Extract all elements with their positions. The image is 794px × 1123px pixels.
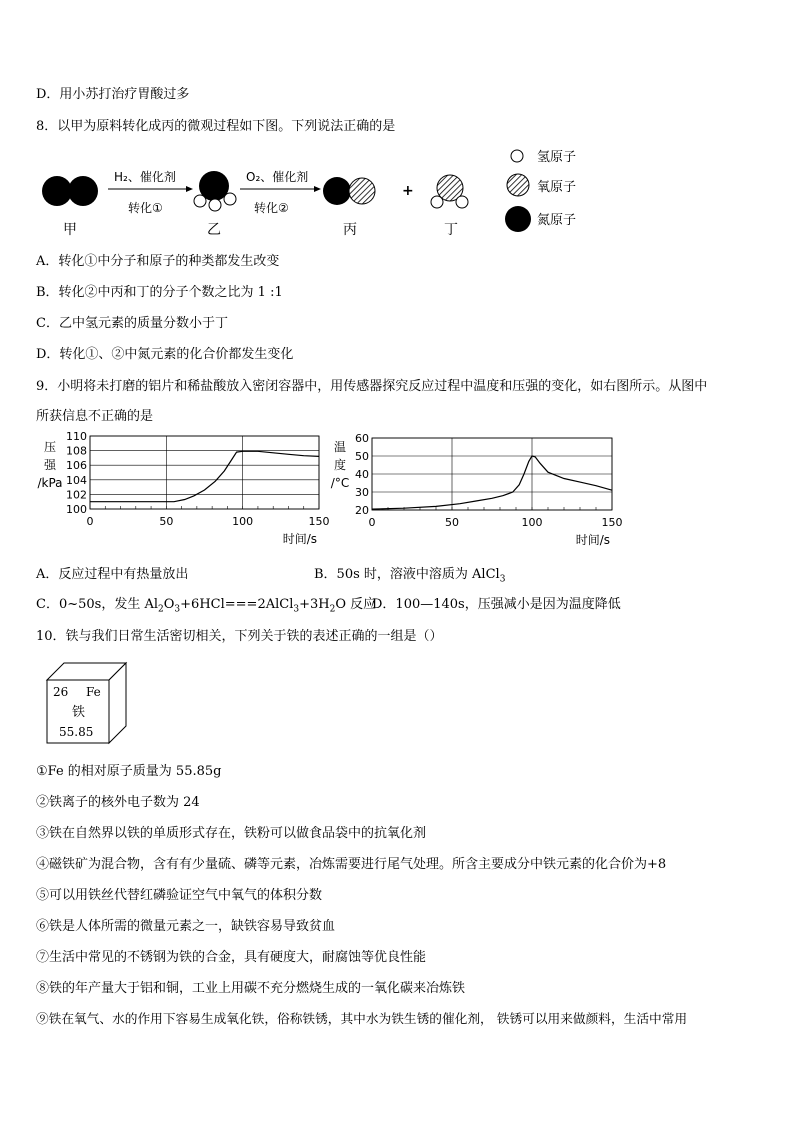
temperature-ytick-label: 50 bbox=[355, 450, 369, 463]
q10-statement-4: ④磁铁矿为混合物，含有有少量硫、磷等元素，冶炼需要进行尾气处理。所含主要成分中铁元素的化合价为+8 bbox=[36, 857, 667, 872]
q10-statement-5: ⑤可以用铁丝代替红磷验证空气中氧气的体积分数 bbox=[36, 888, 323, 903]
temperature-xtick-label: 150 bbox=[601, 516, 623, 529]
q10-statement-1: ①Fe 的相对原子质量为 55.85g bbox=[36, 764, 222, 779]
pressure-ylabel-3: /kPa bbox=[37, 476, 63, 490]
molecule-yi bbox=[194, 171, 236, 211]
molecule-ding bbox=[431, 175, 468, 208]
q10-stem: 10．铁与我们日常生活密切相关，下列关于铁的表述正确的一组是（） bbox=[36, 629, 443, 644]
arrow2-bottom-label: 转化② bbox=[254, 201, 289, 215]
pressure-ytick-label: 104 bbox=[66, 473, 87, 487]
q9-option-b-text: B．50s 时，溶液中溶质为 AlCl bbox=[314, 567, 500, 582]
molecule-bing bbox=[323, 177, 375, 205]
q9-c-s3: 3 bbox=[293, 604, 300, 615]
q8-option-a: A．转化①中分子和原子的种类都发生改变 bbox=[36, 254, 280, 269]
q9-c-4: +3H bbox=[299, 597, 330, 612]
pressure-xtick-label: 100 bbox=[232, 515, 254, 528]
q9-option-a: A．反应过程中有热量放出 bbox=[36, 567, 189, 582]
temperature-series-line bbox=[372, 456, 612, 509]
q8-option-b: B．转化②中丙和丁的分子个数之比为 1 :1 bbox=[36, 285, 283, 300]
label-jia: 甲 bbox=[63, 222, 77, 238]
legend-oxygen: 氧原子 bbox=[537, 180, 577, 195]
pressure-frame bbox=[90, 436, 319, 509]
temperature-xlabel: 时间/s bbox=[575, 533, 610, 547]
q9-option-c bbox=[36, 593, 376, 615]
pressure-ylabel-1: 压 bbox=[43, 440, 56, 454]
arrow1-bottom-label: 转化① bbox=[128, 201, 163, 215]
q9-c-5: O 反应 bbox=[335, 597, 377, 612]
legend-hydrogen: 氢原子 bbox=[537, 150, 577, 165]
arrow2-top-label: O₂、催化剂 bbox=[246, 170, 309, 184]
arrow-conversion-2 bbox=[240, 169, 321, 215]
pressure-ytick-label: 108 bbox=[66, 444, 87, 458]
q8-option-c: C．乙中氢元素的质量分数小于丁 bbox=[36, 316, 228, 331]
label-yi: 乙 bbox=[207, 222, 221, 238]
temperature-ylabel-2: 度 bbox=[333, 458, 346, 472]
temperature-ylabel-1: 温 bbox=[333, 440, 346, 454]
pressure-chart bbox=[60, 430, 330, 560]
q9-option-d: D．100—140s，压强减小是因为温度降低 bbox=[372, 597, 621, 612]
temperature-chart bbox=[345, 430, 630, 560]
arrow-conversion-1 bbox=[108, 169, 193, 215]
temperature-ytick-label: 30 bbox=[355, 486, 369, 499]
temperature-ytick-label: 20 bbox=[355, 504, 369, 517]
q10-statement-8: ⑧铁的年产量大于铝和铜，工业上用碳不充分燃烧生成的一氧化碳来冶炼铁 bbox=[36, 981, 466, 996]
q7-option-d: D．用小苏打治疗胃酸过多 bbox=[36, 87, 190, 102]
element-name: 铁 bbox=[72, 705, 86, 720]
q8-stem: 8．以甲为原料转化成丙的微观过程如下图。下列说法正确的是 bbox=[36, 119, 396, 134]
q8-option-d: D．转化①、②中氮元素的化合价都发生变化 bbox=[36, 347, 294, 362]
pressure-ytick-label: 100 bbox=[66, 503, 87, 516]
q10-statement-2: ②铁离子的核外电子数为 24 bbox=[36, 795, 200, 810]
q10-statement-3: ③铁在自然界以铁的单质形式存在，铁粉可以做食品袋中的抗氧化剂 bbox=[36, 826, 427, 841]
plus-sign: + bbox=[402, 183, 414, 199]
pressure-ylabel-2: 强 bbox=[43, 458, 56, 472]
q9-c-1: C．0~50s，发生 Al bbox=[36, 597, 159, 612]
pressure-ytick-label: 106 bbox=[66, 459, 87, 473]
pressure-xtick-label: 50 bbox=[159, 515, 174, 528]
temperature-ytick-label: 40 bbox=[355, 468, 369, 481]
legend-nitrogen: 氮原子 bbox=[537, 213, 577, 228]
q9-c-s2: 3 bbox=[174, 604, 181, 615]
pressure-ytick-label: 102 bbox=[66, 488, 87, 502]
label-bing: 丙 bbox=[343, 222, 357, 238]
temperature-ytick-label: 60 bbox=[355, 432, 369, 445]
temperature-xtick-label: 0 bbox=[368, 516, 376, 529]
q9-stem-line1: 9．小明将未打磨的铝片和稀盐酸放入密闭容器中，用传感器探究反应过程中温度和压强的变化，如右图所示。从图中 bbox=[36, 379, 708, 394]
q10-statement-7: ⑦生活中常见的不锈钢为铁的合金，具有硬度大，耐腐蚀等优良性能 bbox=[36, 950, 427, 965]
pressure-xtick-label: 150 bbox=[308, 515, 330, 528]
legend bbox=[505, 150, 576, 232]
element-symbol: Fe bbox=[86, 685, 101, 699]
pressure-ytick-label: 110 bbox=[66, 430, 87, 443]
q10-statement-6: ⑥铁是人体所需的微量元素之一，缺铁容易导致贫血 bbox=[36, 919, 336, 934]
q9-c-3: +6HCl===2AlCl bbox=[180, 597, 294, 612]
q9-stem-line2: 所获信息不正确的是 bbox=[36, 409, 154, 424]
pressure-xtick-label: 0 bbox=[86, 515, 94, 528]
molecule-jia bbox=[42, 176, 98, 206]
q9-option-b-sub: 3 bbox=[499, 574, 506, 585]
element-number: 26 bbox=[53, 685, 69, 699]
arrow1-top-label: H₂、催化剂 bbox=[114, 170, 176, 184]
q9-c-s1: 2 bbox=[158, 604, 164, 615]
q9-c-2: O bbox=[163, 597, 175, 612]
q10-statement-9: ⑨铁在氧气、水的作用下容易生成氧化铁，俗称铁锈，其中水为铁生锈的催化剂， 铁锈可以用来做颜料，生活中常用 bbox=[36, 1011, 688, 1026]
label-ding: 丁 bbox=[444, 222, 458, 238]
q9-c-s4: 2 bbox=[329, 604, 336, 615]
q9-option-b bbox=[314, 563, 505, 585]
element-cell-iron bbox=[44, 660, 134, 745]
pressure-xlabel: 时间/s bbox=[282, 532, 317, 546]
temperature-xtick-label: 100 bbox=[521, 516, 543, 529]
temperature-xtick-label: 50 bbox=[445, 516, 459, 529]
temperature-ylabel-3: /°C bbox=[330, 476, 350, 490]
element-mass: 55.85 bbox=[59, 725, 94, 739]
q8-reaction-diagram bbox=[0, 140, 794, 250]
